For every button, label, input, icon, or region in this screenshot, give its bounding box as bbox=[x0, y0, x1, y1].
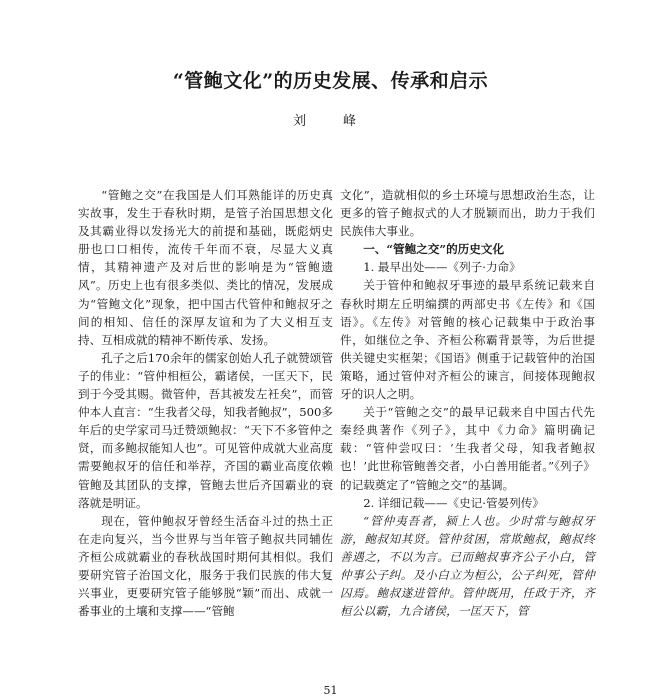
page-number: 51 bbox=[323, 684, 338, 697]
author-name: 刘 峰 bbox=[292, 114, 368, 129]
paragraph-liezi: 关于“管鲍之交”的最早记载来自中国古代先秦经典著作《列子》，其中《力命》篇明确记载：“管仲尝叹曰：‘生我者父母，知我者鲍叔也！’此世称管鲍善交者，小白善用能者。”《列子》的记载奠定了“管鲍之交”的基调。 bbox=[340, 405, 595, 492]
paragraph-confucius: 孔子之后170余年的儒家创始人孔子就赞颂管子的伟业：“管仲相桓公，霸诸侯，一匡天下，民到于今受其赐。微管仲，吾其被发左衽矣”，而管仲本人直言：“生我者父母，知我者鲍叔”，500多年后的史学家司马迁赞颂鲍叔：“天下不多管仲之贤，而多鲍叔能知人也”。可见管仲成就大业高度需要鲍叔牙的信任和举荐，齐国的霸业高度依赖管鲍及其团队的支撑，管鲍去世后齐国霸业的衰落就是明证。 bbox=[78, 350, 333, 510]
left-column bbox=[78, 186, 333, 620]
paragraph-intro: “管鲍之交”在我国是人们耳熟能详的历史真实故事，发生于春秋时期，是管子治国思想文化及其霸业得以发扬光大的前提和基础，既彪炳史册也口口相传，流传千年而不衰，尽显大义真情，其精神遗产及对后世的影响是为“管鲍遗风”。历史上也有很多类似、类比的情况，发展成为“管鲍文化”现象，把中国古代管仲和鲍叔牙之间的相知、信任的深厚友谊和为了大义相互支持、互相成就的精神不断传承、发扬。 bbox=[78, 188, 333, 347]
paragraph-continuation: 文化”，造就相似的乡土环境与思想政治生态，让更多的管子鲍叔式的人才脱颖而出，助力于我们民族伟大事业。 bbox=[340, 188, 595, 239]
paragraph-present: 现在，管仲鲍叔牙曾经生活奋斗过的热土正在走向复兴，当今世界与当年管子鲍叔共同辅佐齐桓公成就霸业的春秋战国时期何其相似。我们要研究管子治国文化，服务于我们民族的伟大复兴事业，更要研究管子能够脱“颖”而出、成就一番事业的土壤和支撑——“管鲍 bbox=[78, 513, 333, 619]
paragraph-shiji-quote: “管仲夷吾者，颍上人也。少时常与鲍叔牙游，鲍叔知其贤。管仲贫困，常欺鲍叔，鲍叔终善遇之，不以为言。已而鲍叔事齐公子小白，管仲事公子纠。及小白立为桓公，公子纠死，管仲囚焉。鲍叔遂进管仲。管仲既用，任政于齐，齐桓公以霸，九合诸侯，一匡天下，管 bbox=[340, 513, 595, 619]
subsection-heading-2: 2. 详细记载——《史记·管晏列传》 bbox=[363, 495, 544, 510]
subsection-heading-1: 1. 最早出处——《列子·力命》 bbox=[363, 260, 521, 275]
right-column bbox=[340, 186, 595, 620]
paragraph-earliest-records: 关于管仲和鲍叔牙事迹的最早系统记载来自春秋时期左丘明编撰的两部史书《左传》和《国语》。《左传》对管鲍的核心记载集中于政治事件，如继位之争、齐桓公称霸背景等，为后世提供关键史实框架；《国语》侧重于记载管仲的治国策略，通过管仲对齐桓公的谏言，间接体现鲍叔牙的识人之明。 bbox=[340, 278, 595, 402]
section-heading: 一、“管鲍之交”的历史文化 bbox=[363, 242, 505, 257]
article-title: “管鲍文化”的历史发展、传承和启示 bbox=[172, 70, 489, 92]
